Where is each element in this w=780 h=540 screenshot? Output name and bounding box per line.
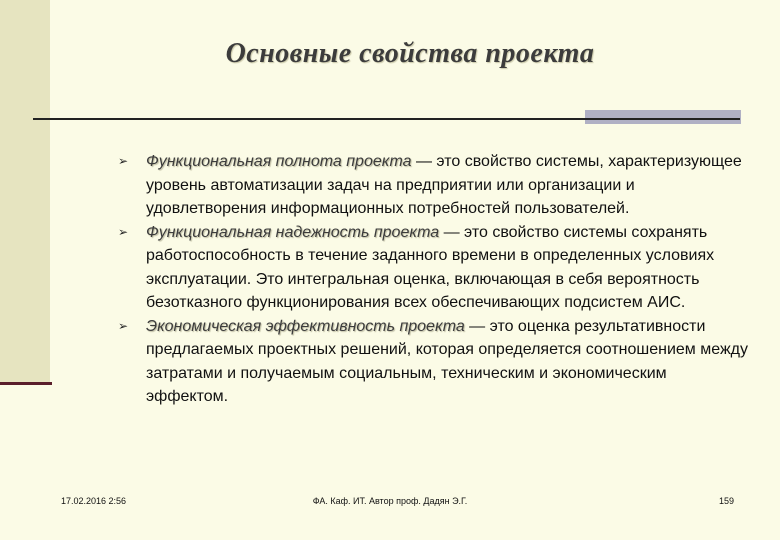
arrow-bullet-icon: ➢ — [118, 154, 129, 168]
left-decor-rule — [0, 382, 52, 385]
title-rule-accent — [585, 110, 741, 124]
bullet-item — [118, 221, 748, 315]
bullet-text: — это оценка результативности предлагаемых проектных решений, которая определяется соотношением между затратами и получаемым социальным, техническим и экономическим эффектом. — [146, 317, 748, 405]
bullet-item — [118, 315, 748, 409]
slide-title: Основные свойства проекта — [225, 38, 595, 69]
page-number: 159 — [718, 496, 734, 506]
bullet-term: Экономическая эффективность проекта — [146, 317, 465, 335]
bullet-item — [118, 150, 748, 221]
arrow-bullet-icon: ➢ — [118, 224, 129, 239]
arrow-bullet-icon: ➢ — [118, 318, 129, 333]
footer-author: ФА. Каф. ИТ. Автор проф. Дадян Э.Г. — [312, 496, 468, 506]
bullet-term: Функциональная надежность проекта — [146, 223, 440, 241]
title-divider — [33, 118, 740, 120]
footer-date: 17.02.2016 2:56 — [61, 496, 127, 506]
bullet-term: Функциональная полнота проекта — [146, 153, 412, 170]
bullet-list — [118, 150, 748, 409]
bullet-text: — это свойство системы, характеризующее уровень автоматизации задач на предприятии или организации и удовлетворения информационных потребностей пользователей. — [146, 153, 742, 217]
bullet-text: — это свойство системы сохранять работоспособность в течение заданного времени в определенных условиях эксплуатации. Это интегральная оценка, включающая в себя вероятность безотказного функционирования всех обеспечивающих подсистем АИС. — [146, 223, 715, 311]
left-decor-bar — [0, 0, 50, 383]
